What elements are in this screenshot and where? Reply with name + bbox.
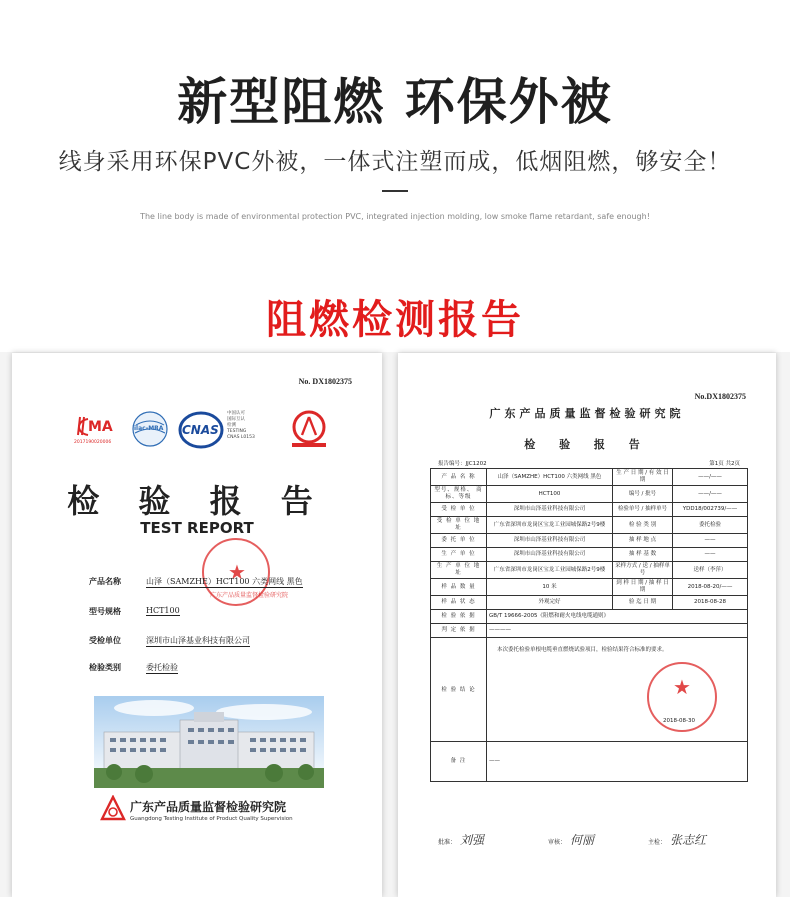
reviewer-signature — [548, 831, 594, 848]
table-value: ——/—— — [673, 486, 748, 503]
table-label: 检 验 结 论 — [431, 638, 487, 742]
cnas-caption-line: TESTING — [227, 429, 247, 434]
table-label: 到 样 日 期 / 抽 样 日 期 — [613, 579, 673, 596]
field-label: 型号规格 — [89, 606, 121, 616]
table-value: —— — [673, 548, 748, 562]
detail-page-number: 第1页 共2页 — [709, 461, 740, 467]
detail-report-number: No.DX1802375 — [694, 392, 746, 401]
hero-divider — [382, 190, 408, 192]
detail-title: 检 验 报 告 — [524, 438, 650, 451]
table-row — [431, 596, 748, 610]
signature-label: 审核： — [548, 839, 567, 846]
table-value: ———— — [487, 624, 748, 638]
institute-name-cn: 广东产品质量监督检验研究院 — [130, 800, 287, 814]
cnas-logo-icon — [178, 411, 224, 453]
signature-handwriting: 张志红 — [670, 833, 707, 847]
table-row — [431, 503, 748, 517]
cover-title-cn: 检 验 报 告 — [67, 482, 327, 520]
table-value: GB/T 19666-2005《阻燃和耐火电线电缆通则》 — [487, 610, 748, 624]
table-label: 检验单号 / 抽样单号 — [613, 503, 673, 517]
table-row — [431, 534, 748, 548]
field-value: HCT100 — [146, 606, 180, 615]
table-label: 样 品 状 态 — [431, 596, 487, 610]
approver-signature — [438, 831, 484, 848]
signature-handwriting: 何丽 — [570, 833, 595, 847]
hero-english-caption: The line body is made of environmental protection PVC, integrated injection molding, low smoke flame retardant, safe enough! — [140, 212, 650, 221]
table-label: 编号 / 批号 — [613, 486, 673, 503]
table-value: 委托检验 — [673, 517, 748, 534]
table-row — [431, 638, 748, 742]
cma-logo-text: MA — [88, 419, 113, 435]
cma-certificate-number: 2017190020006 — [74, 440, 112, 445]
institute-logo-icon — [100, 795, 126, 825]
hero-title: 新型阻燃 环保外被 — [177, 73, 613, 131]
table-row — [431, 610, 748, 624]
table-row — [431, 624, 748, 638]
institute-building-image — [94, 696, 324, 788]
field-label: 产品名称 — [89, 576, 121, 586]
report-detail-sheet — [398, 353, 776, 897]
table-value: 深圳市山泽基业科技有限公司 — [487, 548, 613, 562]
table-row — [431, 742, 748, 782]
stamp-star-icon: ★ — [673, 675, 691, 699]
table-label: 产 品 名 称 — [431, 469, 487, 486]
table-label: 备 注 — [431, 742, 487, 782]
field-label: 受检单位 — [89, 635, 121, 645]
conclusion-cell — [487, 638, 748, 742]
hero-subtitle: 线身采用环保PVC外被，一体式注塑而成，低烟阻燃，够安全！ — [58, 149, 732, 175]
field-inspection-type — [89, 662, 178, 673]
table-value: —— — [673, 534, 748, 548]
detail-report-code: 报告编号：JJC1202 — [438, 461, 487, 467]
table-value: 深圳市山泽基业科技有限公司 — [487, 534, 613, 548]
cnas-caption-line: 检测 — [227, 423, 236, 428]
table-label: 检 验 类 别 — [613, 517, 673, 534]
table-row — [431, 562, 748, 579]
conclusion-text: 本次委托检验单根电缆垂直燃烧试验项目，检验结果符合标准的要求。 — [497, 647, 668, 653]
table-value: 10 米 — [487, 579, 613, 596]
field-inspected-unit — [89, 635, 250, 646]
table-label: 采样方式 / 送 / 抽样单号 — [613, 562, 673, 579]
cnas-caption-line: 国际互认 — [227, 417, 245, 422]
signature-label: 批准： — [438, 839, 457, 846]
table-label: 样 品 数 量 — [431, 579, 487, 596]
table-label: 验 迄 日 期 — [613, 596, 673, 610]
field-label: 检验类别 — [89, 662, 121, 672]
table-value: 山泽（SAMZHE）HCT100 六类网线 黑色 — [487, 469, 613, 486]
table-label: 委 托 单 位 — [431, 534, 487, 548]
table-row — [431, 579, 748, 596]
table-value: 2018-08-28 — [673, 596, 748, 610]
table-label: 生 产 日 期 / 有 效 日 期 — [613, 469, 673, 486]
table-label: 抽 样 地 点 — [613, 534, 673, 548]
table-label: 受 检 单 位 地 址 — [431, 517, 487, 534]
table-value: HCT100 — [487, 486, 613, 503]
report-cover-sheet — [12, 353, 382, 897]
field-value: 山泽（SAMZHE）HCT100 六类网线 黑色 — [146, 577, 303, 586]
detail-institute-name: 广东产品质量监督检验研究院 — [489, 407, 685, 420]
table-value: YDD18/002739/—— — [673, 503, 748, 517]
ilac-mra-logo-icon — [130, 409, 170, 453]
table-row — [431, 486, 748, 503]
cover-title-en: TEST REPORT — [140, 519, 254, 537]
author-signature — [648, 831, 706, 848]
stamp-star-icon: ★ — [228, 560, 246, 584]
institute-name-en: Guangdong Testing Institute of Product Quality Supervision — [130, 816, 293, 822]
table-row — [431, 517, 748, 534]
field-value: 深圳市山泽基业科技有限公司 — [146, 636, 250, 645]
table-label: 生 产 单 位 — [431, 548, 487, 562]
table-label: 判 定 依 据 — [431, 624, 487, 638]
table-value: 深圳市山泽基业科技有限公司 — [487, 503, 613, 517]
table-label: 抽 样 基 数 — [613, 548, 673, 562]
field-model — [89, 606, 180, 617]
cal-logo-icon — [288, 409, 330, 453]
certification-logos — [74, 409, 334, 459]
table-row — [431, 548, 748, 562]
ilac-logo-text: ilac-MRA — [134, 425, 164, 432]
table-label: 生 产 单 位 地 址 — [431, 562, 487, 579]
table-value: 广东省深圳市龙岗区宝龙工业园城保路2号9楼 — [487, 517, 613, 534]
table-value: —— — [487, 742, 748, 782]
section-title: 阻燃检测报告 — [266, 297, 524, 343]
cma-logo-icon — [74, 413, 120, 449]
field-product-name — [89, 576, 303, 587]
table-value: ——/—— — [673, 469, 748, 486]
cnas-caption-line: CNAS L0153 — [227, 435, 255, 440]
table-label: 受 检 单 位 — [431, 503, 487, 517]
inspection-table — [430, 468, 748, 782]
stamp-date: 2018-08-30 — [663, 718, 695, 724]
table-value: 2018-08-20/—— — [673, 579, 748, 596]
signature-handwriting: 刘强 — [460, 833, 485, 847]
cover-report-number: No. DX1802375 — [298, 377, 352, 386]
table-label: 检 验 依 据 — [431, 610, 487, 624]
table-row — [431, 469, 748, 486]
cnas-caption — [227, 411, 255, 441]
cover-stamp-text: 广东产品质量监督检验研究院 — [210, 592, 289, 599]
field-value: 委托检验 — [146, 663, 178, 672]
table-value: 广东省深圳市龙岗区宝龙工业园城保路2号9楼 — [487, 562, 613, 579]
table-value: 送样（李萍） — [673, 562, 748, 579]
table-label: 型号、规格、 商标、等级 — [431, 486, 487, 503]
cnas-caption-line: 中国认可 — [227, 411, 245, 416]
table-value: 外观完好 — [487, 596, 613, 610]
cnas-logo-text: CNAS — [182, 423, 219, 437]
signature-label: 主检： — [648, 839, 667, 846]
